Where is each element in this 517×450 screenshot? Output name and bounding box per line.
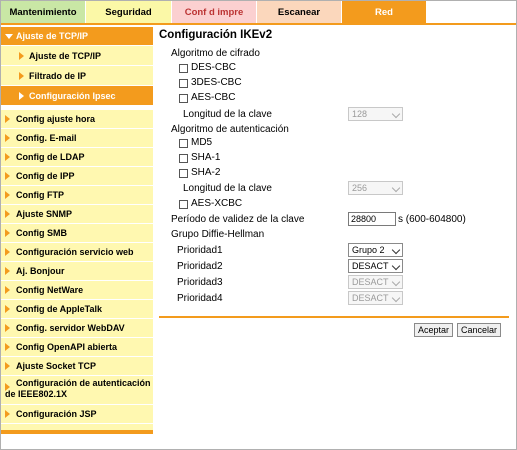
sidebar-item-jsp[interactable] bbox=[1, 405, 153, 424]
triangle-right-icon bbox=[5, 248, 10, 256]
triangle-right-icon bbox=[5, 267, 10, 275]
priority4-label: Prioridad4 bbox=[177, 293, 223, 304]
checkbox-sha2[interactable] bbox=[179, 169, 188, 178]
auth-key-length-value: 256 bbox=[352, 183, 368, 193]
chevron-down-icon bbox=[392, 278, 400, 286]
triangle-right-icon bbox=[5, 115, 10, 123]
auth-algorithm-label: Algoritmo de autenticación bbox=[171, 124, 289, 135]
des-cbc-label: DES-CBC bbox=[191, 62, 237, 73]
priority3-select[interactable] bbox=[348, 275, 403, 289]
checkbox-md5[interactable] bbox=[179, 139, 188, 148]
sidebar-item-servicio-web[interactable] bbox=[1, 243, 153, 262]
sidebar-item-label: Config FTP bbox=[16, 190, 64, 200]
sidebar-item-appletalk[interactable] bbox=[1, 300, 153, 319]
sidebar-subitem-ajuste-tcpip[interactable] bbox=[1, 46, 153, 66]
triangle-right-icon bbox=[5, 362, 10, 370]
sidebar-item-label: Config de IPP bbox=[16, 171, 75, 181]
aes-xcbc-label: AES-XCBC bbox=[191, 198, 243, 209]
triangle-right-icon bbox=[5, 191, 10, 199]
triangle-right-icon bbox=[5, 305, 10, 313]
tab-spacer bbox=[427, 1, 516, 23]
triangle-right-icon bbox=[5, 324, 10, 332]
cipher-key-length-label: Longitud de la clave bbox=[183, 109, 272, 120]
sha1-label: SHA-1 bbox=[191, 152, 221, 163]
sidebar-item-label: Configuración servicio web bbox=[16, 247, 134, 257]
checkbox-3des-cbc[interactable] bbox=[179, 79, 188, 88]
3des-cbc-label: 3DES-CBC bbox=[191, 77, 242, 88]
triangle-right-icon bbox=[5, 172, 10, 180]
triangle-right-icon bbox=[5, 343, 10, 351]
chevron-down-icon bbox=[392, 246, 400, 254]
cipher-algorithm-label: Algoritmo de cifrado bbox=[171, 48, 260, 59]
triangle-right-icon bbox=[5, 134, 10, 142]
tab-escanear[interactable]: Escanear bbox=[257, 1, 342, 23]
sidebar-item-webdav[interactable] bbox=[1, 319, 153, 338]
sidebar-item-ldap[interactable] bbox=[1, 148, 153, 167]
sha2-label: SHA-2 bbox=[191, 167, 221, 178]
sidebar-item-ieee8021x[interactable] bbox=[1, 376, 153, 405]
accept-button[interactable]: Aceptar bbox=[414, 323, 453, 337]
triangle-down-icon bbox=[5, 34, 13, 39]
sidebar-item-ipp[interactable] bbox=[1, 167, 153, 186]
checkbox-des-cbc[interactable] bbox=[179, 64, 188, 73]
sidebar-item-bonjour[interactable] bbox=[1, 262, 153, 281]
sidebar-item-label: Configuración JSP bbox=[16, 409, 97, 419]
triangle-right-icon bbox=[5, 286, 10, 294]
sidebar-item-smb[interactable] bbox=[1, 224, 153, 243]
priority2-value: DESACT bbox=[352, 261, 389, 271]
sidebar-item-netware[interactable] bbox=[1, 281, 153, 300]
sidebar-subitem-label: Ajuste de TCP/IP bbox=[29, 50, 102, 61]
sidebar-subitem-filtrado-ip[interactable] bbox=[1, 66, 153, 86]
key-validity-range: s (600-604800) bbox=[398, 214, 466, 225]
priority4-value: DESACT bbox=[352, 293, 389, 303]
triangle-right-icon bbox=[5, 153, 10, 161]
chevron-down-icon bbox=[392, 110, 400, 118]
page-title: Configuración IKEv2 bbox=[159, 29, 273, 41]
priority4-select[interactable] bbox=[348, 291, 403, 305]
sidebar-subitem-label: Filtrado de IP bbox=[29, 70, 87, 81]
priority2-label: Prioridad2 bbox=[177, 261, 223, 272]
cipher-key-length-value: 128 bbox=[352, 109, 368, 119]
sidebar-item-label: Config. E-mail bbox=[16, 133, 77, 143]
cancel-button[interactable]: Cancelar bbox=[457, 323, 501, 337]
priority1-select[interactable] bbox=[348, 243, 403, 257]
top-tabs bbox=[1, 1, 516, 23]
sidebar-subitem-ipsec[interactable] bbox=[1, 86, 153, 106]
sidebar-item-label: Ajuste Socket TCP bbox=[16, 361, 97, 371]
sidebar-item-label: Config ajuste hora bbox=[16, 114, 96, 124]
triangle-right-icon bbox=[5, 410, 10, 418]
triangle-right-icon bbox=[19, 92, 24, 100]
cipher-key-length-select[interactable] bbox=[348, 107, 403, 121]
priority1-value: Grupo 2 bbox=[352, 245, 385, 255]
sidebar-header-label: Ajuste de TCP/IP bbox=[16, 31, 89, 41]
sidebar-item-label: Config SMB bbox=[16, 228, 67, 238]
triangle-right-icon bbox=[19, 72, 24, 80]
chevron-down-icon bbox=[392, 262, 400, 270]
triangle-right-icon bbox=[5, 210, 10, 218]
checkbox-aes-cbc[interactable] bbox=[179, 94, 188, 103]
chevron-down-icon bbox=[392, 184, 400, 192]
sidebar-item-label: Config OpenAPI abierta bbox=[16, 342, 118, 352]
triangle-right-icon bbox=[5, 383, 10, 391]
auth-key-length-select[interactable] bbox=[348, 181, 403, 195]
chevron-down-icon bbox=[392, 294, 400, 302]
key-validity-input[interactable]: 28800 bbox=[348, 212, 396, 226]
aes-cbc-label: AES-CBC bbox=[191, 92, 236, 103]
tab-mantenimiento[interactable]: Mantenimiento bbox=[1, 1, 86, 23]
priority3-value: DESACT bbox=[352, 277, 389, 287]
sidebar-item-label: Config. servidor WebDAV bbox=[16, 323, 125, 333]
priority3-label: Prioridad3 bbox=[177, 277, 223, 288]
tab-seguridad[interactable]: Seguridad bbox=[86, 1, 172, 23]
sidebar-item-email[interactable] bbox=[1, 129, 153, 148]
triangle-right-icon bbox=[5, 229, 10, 237]
sidebar-item-label: Config de LDAP bbox=[16, 152, 85, 162]
sidebar-item-label: Ajuste SNMP bbox=[16, 209, 73, 219]
sidebar-bottom-bar bbox=[1, 430, 153, 434]
auth-key-length-label: Longitud de la clave bbox=[183, 183, 272, 194]
md5-label: MD5 bbox=[191, 137, 213, 148]
sidebar-item-ajuste-hora[interactable] bbox=[1, 110, 153, 129]
sidebar-item-ftp[interactable] bbox=[1, 186, 153, 205]
sidebar-item-label: Config de AppleTalk bbox=[16, 304, 103, 314]
tab-underline bbox=[1, 23, 516, 25]
priority1-label: Prioridad1 bbox=[177, 245, 223, 256]
sidebar-item-label: Configuración de autenticación de IEEE802.1X bbox=[5, 378, 151, 399]
sidebar-item-openapi[interactable] bbox=[1, 338, 153, 357]
checkbox-sha1[interactable] bbox=[179, 154, 188, 163]
checkbox-aes-xcbc[interactable] bbox=[179, 200, 188, 209]
key-validity-label: Período de validez de la clave bbox=[171, 214, 305, 225]
sidebar-subitem-label: Configuración Ipsec bbox=[29, 90, 116, 101]
dh-group-label: Grupo Diffie-Hellman bbox=[171, 229, 265, 240]
sidebar-item-label: Config NetWare bbox=[16, 285, 84, 295]
priority2-select[interactable] bbox=[348, 259, 403, 273]
sidebar-item-socket-tcp[interactable] bbox=[1, 357, 153, 376]
sidebar-item-label: Aj. Bonjour bbox=[16, 266, 65, 276]
sidebar bbox=[1, 27, 153, 434]
tab-conf-impre[interactable]: Conf d impre bbox=[172, 1, 257, 23]
tab-red[interactable]: Red bbox=[342, 1, 427, 23]
section-divider bbox=[159, 316, 509, 318]
sidebar-header-tcpip[interactable] bbox=[1, 27, 153, 46]
sidebar-item-snmp[interactable] bbox=[1, 205, 153, 224]
triangle-right-icon bbox=[19, 52, 24, 60]
